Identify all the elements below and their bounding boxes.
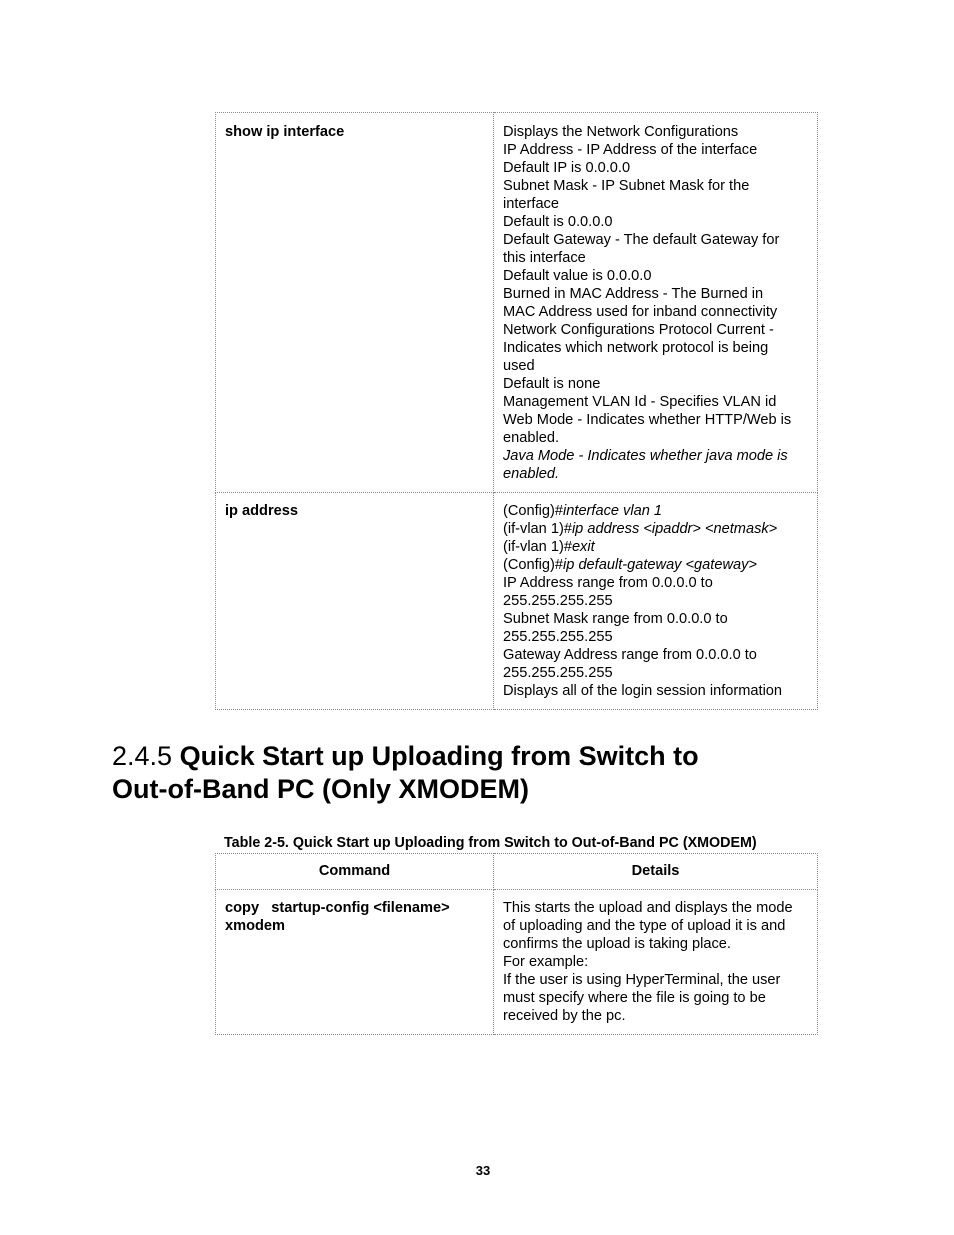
section-heading [112, 740, 832, 806]
table-caption: Table 2-5. Quick Start up Uploading from Switch to Out-of-Band PC (XMODEM) [224, 835, 757, 851]
section-title-line1: Quick Start up Uploading from Switch to [179, 741, 699, 771]
details-line: Default is 0.0.0.0 [503, 214, 613, 230]
details-line: IP Address range from 0.0.0.0 to [503, 575, 713, 591]
section-title-line2: Out-of-Band PC (Only XMODEM) [112, 774, 529, 804]
details-line: For example: [503, 954, 589, 970]
cli-prompt: (if-vlan 1)# [503, 521, 572, 537]
details-line: Management VLAN Id - Specifies VLAN id [503, 394, 777, 410]
page-number: 33 [475, 1163, 491, 1178]
details-line: This starts the upload and displays the mode [503, 900, 793, 916]
details-line: Subnet Mask range from 0.0.0.0 to [503, 611, 728, 627]
details-line: this interface [503, 250, 586, 266]
details-line [503, 502, 809, 520]
details-line: Default value is 0.0.0.0 [503, 268, 652, 284]
command-cell [216, 113, 494, 493]
details-line: Burned in MAC Address - The Burned in [503, 286, 764, 302]
details-line: Web Mode - Indicates whether HTTP/Web is [503, 412, 792, 428]
details-line: Default is none [503, 376, 601, 392]
details-line: enabled. [503, 430, 559, 446]
details-line: Default Gateway - The default Gateway for [503, 232, 780, 248]
details-line: of uploading and the type of upload it is and [503, 918, 786, 934]
column-header-details: Details [494, 854, 818, 890]
details-line: MAC Address used for inband connectivity [503, 304, 778, 320]
details-line: Network Configurations Protocol Current - [503, 322, 774, 338]
cli-prompt: (Config)# [503, 557, 564, 573]
details-line: confirms the upload is taking place. [503, 936, 731, 952]
command-text: show ip interface [225, 124, 345, 140]
command-text: ip address [225, 503, 298, 519]
details-line: 255.255.255.255 [503, 629, 613, 645]
upload-command-table [215, 853, 818, 1035]
details-line [503, 556, 809, 574]
details-line: IP Address - IP Address of the interface [503, 142, 758, 158]
cli-command: interface vlan 1 [563, 503, 663, 519]
section-number: 2.4.5 [112, 741, 173, 771]
details-cell [494, 890, 818, 1035]
cli-command: ip default-gateway <gateway> [563, 557, 757, 573]
column-header-command: Command [216, 854, 494, 890]
details-line: enabled. [503, 466, 559, 482]
cli-command: ip address <ipaddr> <netmask> [571, 521, 778, 537]
command-cell [216, 890, 494, 1035]
details-line: Subnet Mask - IP Subnet Mask for the [503, 178, 750, 194]
details-cell [494, 113, 818, 493]
command-text: copy startup-config <filename> [225, 900, 450, 916]
details-line: Java Mode - Indicates whether java mode is [503, 448, 788, 464]
details-line: 255.255.255.255 [503, 665, 613, 681]
details-line: Displays all of the login session information [503, 683, 783, 699]
details-line: must specify where the file is going to be [503, 990, 766, 1006]
details-line: 255.255.255.255 [503, 593, 613, 609]
details-line: received by the pc. [503, 1008, 626, 1024]
table-row [216, 113, 818, 493]
cli-prompt: (Config)# [503, 503, 564, 519]
details-line: Gateway Address range from 0.0.0.0 to [503, 647, 757, 663]
details-line [503, 520, 809, 538]
details-line: If the user is using HyperTerminal, the user [503, 972, 781, 988]
details-line: Indicates which network protocol is being [503, 340, 769, 356]
cli-command: exit [571, 539, 595, 555]
cli-prompt: (if-vlan 1)# [503, 539, 572, 555]
command-text: xmodem [225, 918, 286, 934]
table-row [216, 890, 818, 1035]
details-line [503, 538, 809, 556]
table-header-row [216, 854, 818, 890]
details-line: Default IP is 0.0.0.0 [503, 160, 631, 176]
command-cell [216, 493, 494, 710]
details-line: Displays the Network Configurations [503, 124, 739, 140]
table-row [216, 493, 818, 710]
details-line: interface [503, 196, 559, 212]
details-cell [494, 493, 818, 710]
command-table-continued [215, 112, 818, 710]
details-line: used [503, 358, 535, 374]
